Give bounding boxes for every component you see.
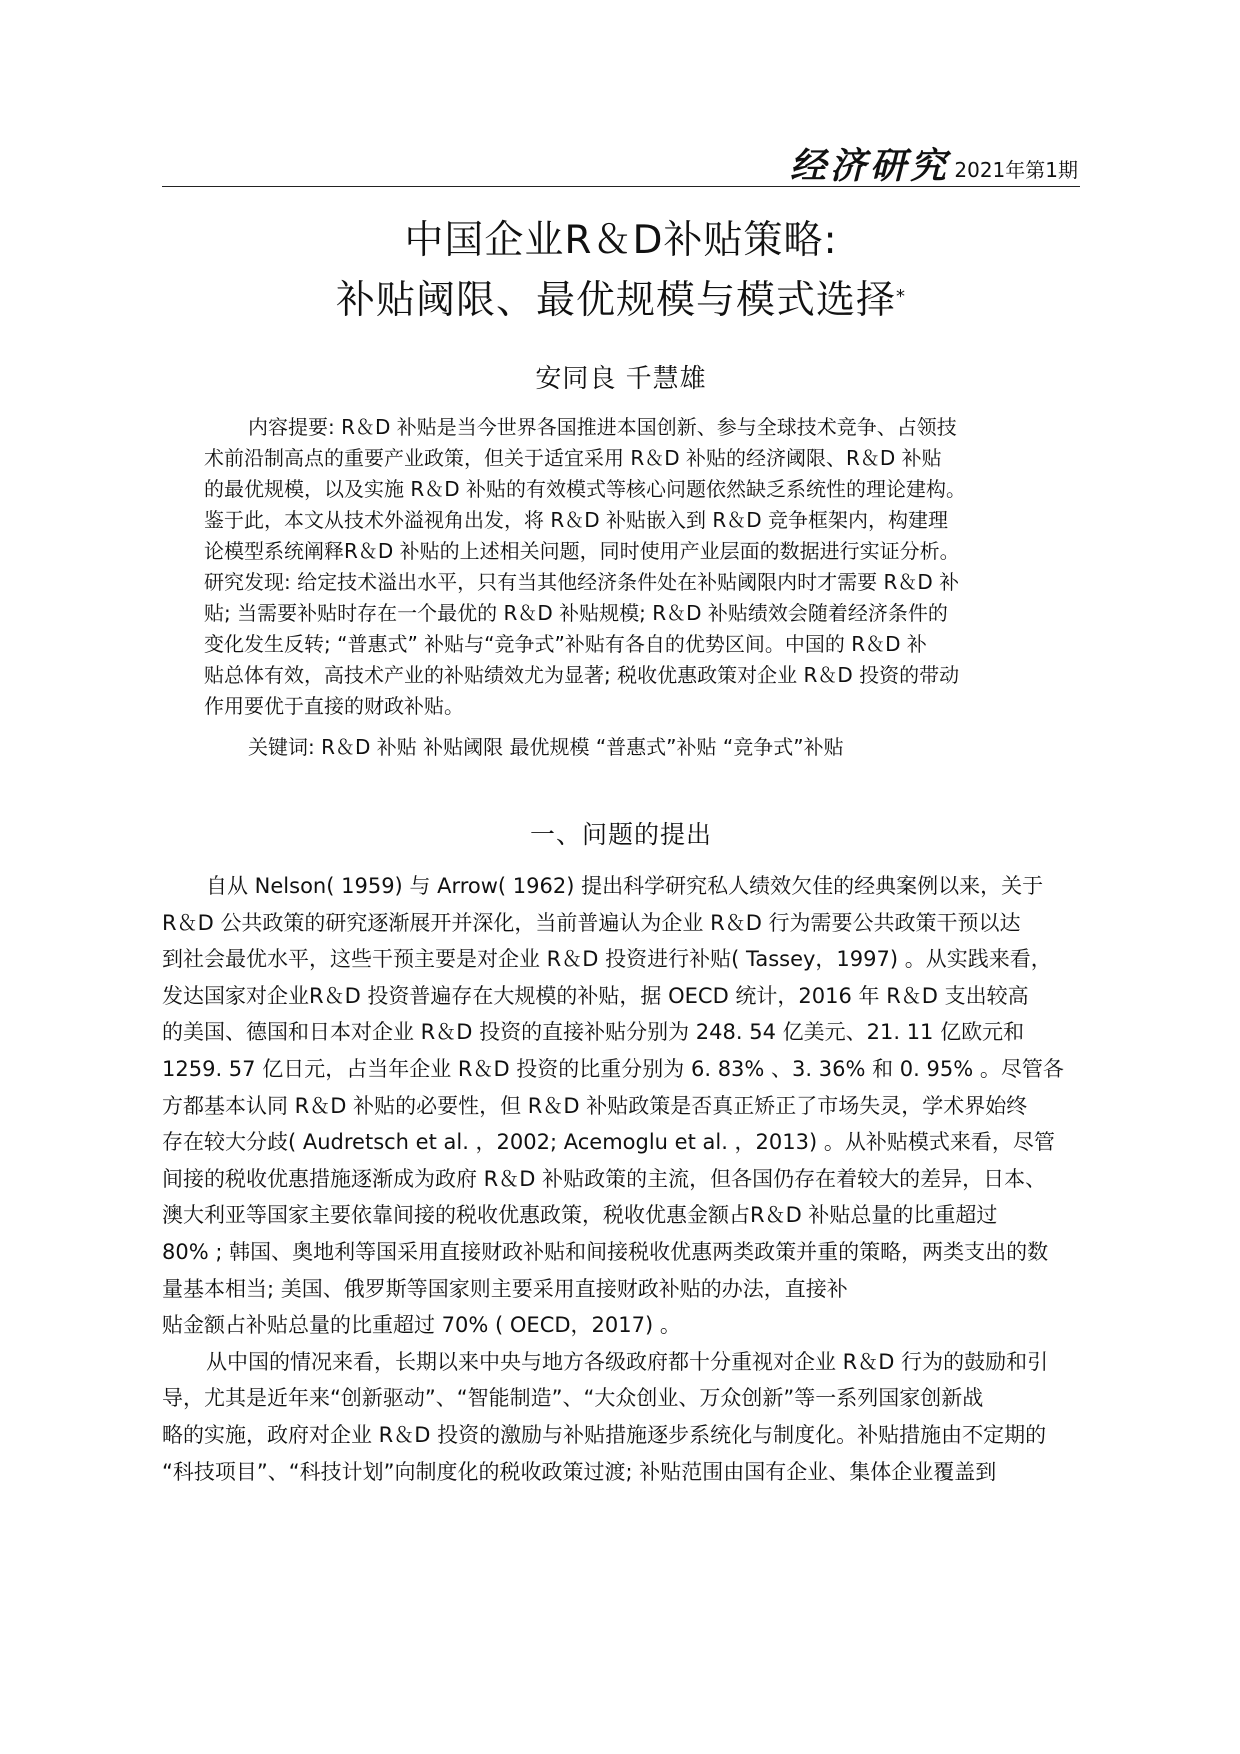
abstract-line: 术前沿制高点的重要产业政策，但关于适宜采用 R＆D 补贴的经济阈限、R＆D 补贴 [204, 446, 942, 470]
body-line: 自从 Nelson( 1959) 与 Arrow( 1962) 提出科学研究私人绩效欠佳的经典案例以来，关于 [206, 874, 1044, 898]
abstract-line: 贴总体有效，高技术产业的补贴绩效尤为显著; 税收优惠政策对企业 R＆D 投资的带动 [204, 663, 960, 687]
abstract-line: 的最优规模，以及实施 R＆D 补贴的有效模式等核心问题依然缺乏系统性的理论建构。 [204, 477, 967, 501]
body-line: “科技项目”、“科技计划”向制度化的税收政策过渡; 补贴范围由国有企业、集体企业覆盖到 [162, 1459, 997, 1484]
body-line: 澳大利亚等国家主要依靠间接的税收优惠政策，税收优惠金额占R＆D 补贴总量的比重超过 [162, 1203, 998, 1228]
running-header [162, 146, 1080, 187]
abstract-line: 内容提要: R＆D 补贴是当今世界各国推进本国创新、参与全球技术竞争、占领技 [248, 415, 957, 439]
body-line: R＆D 公共政策的研究逐渐展开并深化，当前普遍认为企业 R＆D 行为需要公共政策干预以达 [162, 910, 1021, 935]
body-line: 80% ; 韩国、奥地利等国采用直接财政补贴和间接税收优惠两类政策并重的策略，两类支出的数 [162, 1239, 1049, 1264]
body-line: 1259. 57 亿日元，占当年企业 R＆D 投资的比重分别为 6. 83% 、3. 36% 和 0. 95% 。尽管各 [162, 1056, 1064, 1081]
journal-logo: 经济研究 [789, 145, 950, 187]
body-line: 存在较大分歧( Audretsch et al. ，2002; Acemoglu et al. ，2013) 。从补贴模式来看，尽管 [162, 1130, 1055, 1155]
body-line: 导，尤其是近年来“创新驱动”、“智能制造”、“大众创业、万众创新”等一系列国家创新战 [162, 1386, 984, 1411]
title-footnote-mark: * [896, 286, 906, 307]
title-text-2: 补贴阈限、最优规模与模式选择 [335, 278, 896, 323]
title-text-1: 中国企业R＆D补贴策略: [404, 218, 838, 263]
authors: 安同良 千慧雄 [535, 364, 707, 394]
body-line: 发达国家对企业R＆D 投资普遍存在大规模的补贴，据 OECD 统计，2016 年 R＆D 支出较高 [162, 983, 1029, 1008]
body-line: 略的实施，政府对企业 R＆D 投资的激励与补贴措施逐步系统化与制度化。补贴措施由不定期的 [162, 1422, 1047, 1447]
paper-title-line-1 [162, 218, 1080, 264]
body-line: 方都基本认同 R＆D 补贴的必要性，但 R＆D 补贴政策是否真正矫正了市场失灵，学术界始终 [162, 1093, 1028, 1118]
abstract-line: 贴; 当需要补贴时存在一个最优的 R＆D 补贴规模; R＆D 补贴绩效会随着经济条件的 [204, 601, 948, 625]
abstract-line: 研究发现: 给定技术溢出水平，只有当其他经济条件处在补贴阈限内时才需要 R＆D 补 [204, 570, 960, 594]
body-line: 间接的税收优惠措施逐渐成为政府 R＆D 补贴政策的主流，但各国仍存在着较大的差异，日本、 [162, 1166, 1047, 1191]
abstract-line: 变化发生反转; “普惠式” 补贴与“竞争式”补贴有各自的优势区间。中国的 R＆D 补 [204, 632, 927, 656]
abstract-line: 论模型系统阐释R＆D 补贴的上述相关问题，同时使用产业层面的数据进行实证分析。 [204, 539, 960, 563]
body-line: 贴金额占补贴总量的比重超过 70% ( OECD，2017) 。 [162, 1313, 681, 1338]
abstract-line: 作用要优于直接的财政补贴。 [204, 694, 464, 718]
paper-title-line-2 [162, 278, 1080, 324]
body-line: 从中国的情况来看，长期以来中央与地方各级政府都十分重视对企业 R＆D 行为的鼓励和引 [206, 1349, 1049, 1374]
body-line: 到社会最优水平，这些干预主要是对企业 R＆D 投资进行补贴( Tassey，1997) 。从实践来看， [162, 947, 1052, 972]
abstract-line: 鉴于此，本文从技术外溢视角出发，将 R＆D 补贴嵌入到 R＆D 竞争框架内，构建理 [204, 508, 949, 532]
issue-info: 2021年第1期 [954, 158, 1078, 182]
abstract [204, 412, 1040, 722]
section-heading: 一、问题的提出 [529, 820, 712, 849]
keywords: 关键词: R＆D 补贴 补贴阈限 最优规模 “普惠式”补贴 “竞争式”补贴 [248, 735, 844, 759]
body-line: 量基本相当; 美国、俄罗斯等国家则主要采用直接财政补贴的办法，直接补 [162, 1276, 848, 1301]
body-text [162, 868, 1080, 1490]
body-line: 的美国、德国和日本对企业 R＆D 投资的直接补贴分别为 248. 54 亿美元、21. 11 亿欧元和 [162, 1020, 1025, 1045]
